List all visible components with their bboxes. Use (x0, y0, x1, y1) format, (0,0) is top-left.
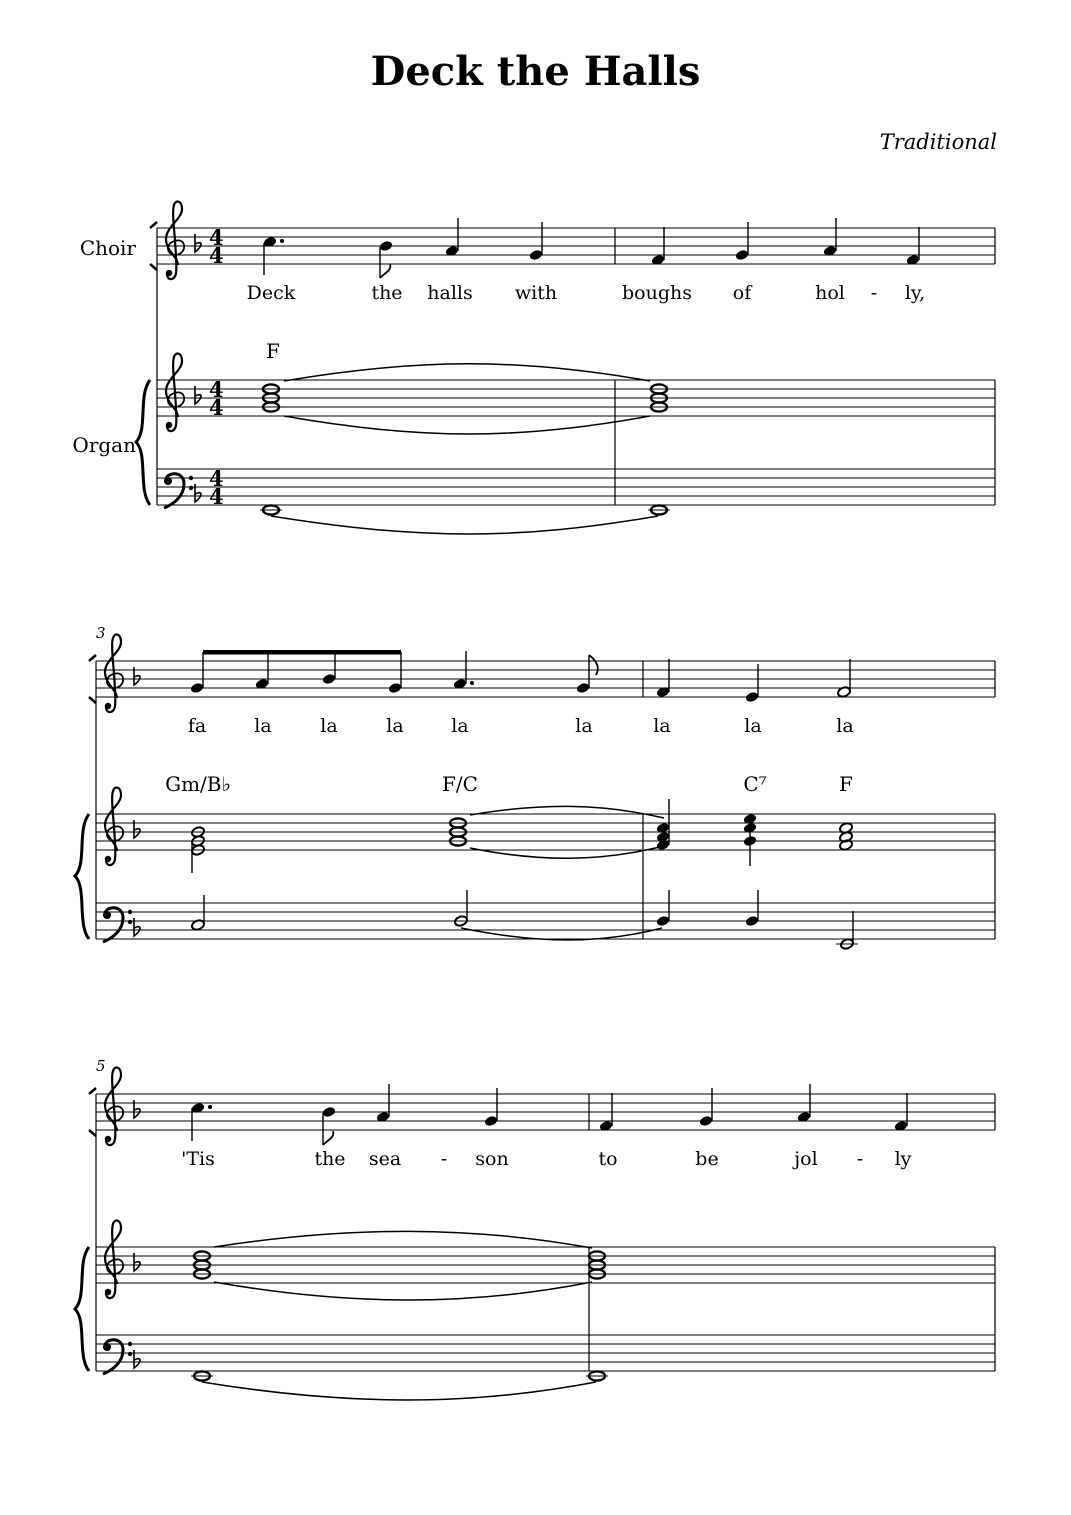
lyric-syllable: la (451, 715, 469, 737)
lyric-syllable: Deck (246, 282, 296, 304)
svg-text:4: 4 (209, 225, 224, 250)
chord-symbol: C⁷ (743, 772, 767, 796)
choir-bracket (89, 655, 96, 703)
composer-credit: Traditional (879, 130, 997, 154)
bass-clef-icon (103, 908, 132, 942)
treble-clef-icon (105, 1068, 123, 1146)
lyric-syllable: of (732, 282, 752, 304)
organ-bass-staff-3 (96, 1335, 995, 1371)
lyric-syllable: fa (187, 715, 207, 737)
lyric-syllable: la (653, 715, 671, 737)
measure-number: 5 (96, 1057, 106, 1075)
chord-symbol: F/C (442, 772, 478, 796)
lyric-syllable: la (744, 715, 762, 737)
bass-clef-icon (103, 1340, 132, 1374)
treble-clef-icon (166, 354, 184, 432)
lyric-syllable: the (314, 1148, 346, 1170)
lyric-syllable: boughs (622, 282, 692, 304)
lyric-syllable: with (514, 282, 558, 304)
lyric-syllable: ly (894, 1148, 912, 1170)
choir-bracket (150, 222, 157, 270)
svg-text:4: 4 (209, 395, 224, 420)
lyric-hyphen: - (870, 282, 878, 304)
measure-number: 3 (96, 624, 106, 642)
lyric-syllable: ly, (904, 282, 926, 304)
choir-notes-2 (190, 650, 852, 703)
treble-clef-icon (105, 788, 123, 866)
lyric-syllable: the (371, 282, 403, 304)
svg-text:4: 4 (209, 484, 224, 509)
lyric-syllable: la (386, 715, 404, 737)
lyric-syllable: sea (368, 1148, 402, 1170)
lyrics-line-1 (247, 282, 925, 304)
choir-bracket (89, 1088, 96, 1136)
organ-treble-staff-2 (96, 814, 995, 850)
lyric-syllable: la (254, 715, 272, 737)
lyric-hyphen: - (440, 1148, 448, 1170)
organ-notes-3 (191, 1231, 608, 1400)
treble-clef-icon (166, 202, 184, 280)
lyric-syllable: la (836, 715, 854, 737)
bass-clef-icon (164, 474, 193, 508)
organ-brace (136, 380, 150, 505)
chord-symbol: F (839, 772, 853, 796)
choir-staff-3 (96, 1094, 995, 1130)
lyric-syllable: son (475, 1148, 509, 1170)
lyrics-line-2 (188, 715, 854, 737)
organ-treble-staff-3 (96, 1247, 995, 1283)
choir-staff-2 (96, 661, 995, 697)
lyric-syllable: 'Tis (181, 1148, 215, 1170)
organ-label: Organ (72, 433, 136, 457)
lyrics-line-3 (181, 1148, 912, 1170)
lyric-syllable: be (695, 1148, 719, 1170)
organ-notes-2 (191, 799, 858, 950)
organ-treble-staff-1 (157, 380, 995, 416)
svg-text:4: 4 (209, 466, 224, 491)
organ-brace (75, 814, 89, 939)
lyric-syllable: la (575, 715, 593, 737)
lyric-syllable: jol (794, 1148, 818, 1170)
lyric-syllable: la (320, 715, 338, 737)
system-2 (75, 624, 995, 950)
treble-clef-icon (105, 635, 123, 713)
choir-staff-1 (157, 228, 995, 264)
score-title: Deck the Halls (370, 48, 701, 95)
lyric-syllable: to (598, 1148, 618, 1170)
treble-clef-icon (105, 1221, 123, 1299)
organ-bass-staff-2 (96, 903, 995, 939)
lyric-syllable: hol (815, 282, 845, 304)
chord-symbol: Gm/B♭ (165, 772, 231, 796)
organ-brace (75, 1247, 89, 1371)
choir-label: Choir (79, 236, 136, 260)
choir-notes-1 (263, 218, 921, 278)
svg-text:4: 4 (209, 377, 224, 402)
system-3 (75, 1057, 995, 1400)
lyric-hyphen: - (856, 1148, 864, 1170)
organ-bass-staff-1 (157, 469, 995, 505)
lyric-syllable: halls (427, 282, 473, 304)
choir-notes-3 (191, 1084, 909, 1145)
svg-text:4: 4 (209, 243, 224, 268)
system-1 (72, 202, 995, 534)
chord-symbol: F (266, 339, 280, 363)
time-signature (209, 225, 224, 509)
